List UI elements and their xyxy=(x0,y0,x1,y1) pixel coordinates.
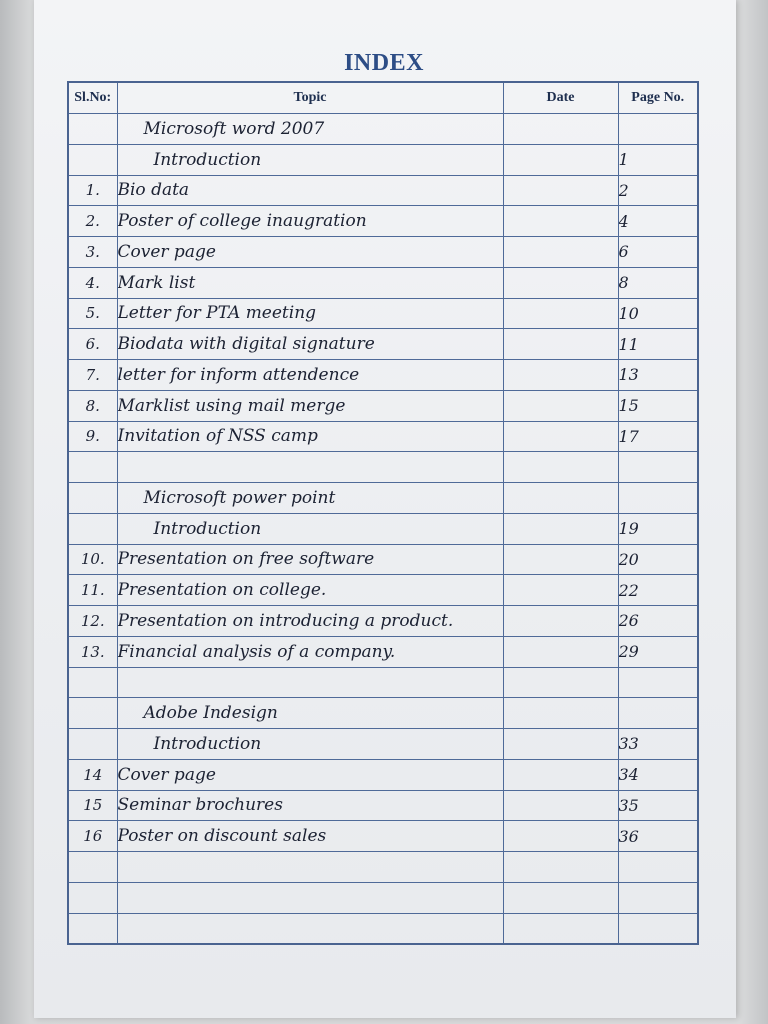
date-cell xyxy=(503,636,618,667)
header-topic: Topic xyxy=(117,82,503,114)
page-no-cell: 34 xyxy=(618,759,698,790)
page-no-cell: 35 xyxy=(618,790,698,821)
table-row xyxy=(68,759,698,790)
sl-cell: 9. xyxy=(68,421,117,452)
page-no-cell xyxy=(618,698,698,729)
index-table xyxy=(67,81,699,945)
sl-cell: 6. xyxy=(68,329,117,360)
topic-cell: Poster on discount sales xyxy=(117,821,503,852)
table-row xyxy=(68,360,698,391)
header-row xyxy=(68,82,698,114)
topic-cell xyxy=(117,913,503,944)
topic-cell: Invitation of NSS camp xyxy=(117,421,503,452)
topic-cell: Cover page xyxy=(117,237,503,268)
page-no-cell: 29 xyxy=(618,636,698,667)
sl-cell: 1. xyxy=(68,175,117,206)
sl-cell: 14 xyxy=(68,759,117,790)
table-row xyxy=(68,790,698,821)
date-cell xyxy=(503,237,618,268)
header-sl-no: Sl.No: xyxy=(68,82,117,114)
date-cell xyxy=(503,698,618,729)
header-page-no: Page No. xyxy=(618,82,698,114)
topic-cell: Letter for PTA meeting xyxy=(117,298,503,329)
table-row xyxy=(68,421,698,452)
sl-cell xyxy=(68,144,117,175)
topic-cell: Adobe Indesign xyxy=(117,698,503,729)
table-row xyxy=(68,606,698,637)
topic-cell xyxy=(117,452,503,483)
sl-cell: 7. xyxy=(68,360,117,391)
page-no-cell: 22 xyxy=(618,575,698,606)
page-no-cell: 36 xyxy=(618,821,698,852)
page-no-cell: 33 xyxy=(618,729,698,760)
topic-cell: Seminar brochures xyxy=(117,790,503,821)
sl-cell xyxy=(68,452,117,483)
sl-cell xyxy=(68,667,117,698)
date-cell xyxy=(503,606,618,637)
page-no-cell: 20 xyxy=(618,544,698,575)
date-cell xyxy=(503,175,618,206)
date-cell xyxy=(503,575,618,606)
page-no-cell: 26 xyxy=(618,606,698,637)
date-cell xyxy=(503,852,618,883)
table-row xyxy=(68,852,698,883)
date-cell xyxy=(503,759,618,790)
table-row xyxy=(68,267,698,298)
date-cell xyxy=(503,882,618,913)
table-row xyxy=(68,114,698,145)
date-cell xyxy=(503,452,618,483)
table-row xyxy=(68,206,698,237)
date-cell xyxy=(503,729,618,760)
topic-cell: Presentation on free software xyxy=(117,544,503,575)
date-cell xyxy=(503,206,618,237)
table-row xyxy=(68,544,698,575)
date-cell xyxy=(503,790,618,821)
date-cell xyxy=(503,267,618,298)
sl-cell: 15 xyxy=(68,790,117,821)
table-row xyxy=(68,575,698,606)
page-no-cell: 13 xyxy=(618,360,698,391)
header-date: Date xyxy=(503,82,618,114)
date-cell xyxy=(503,913,618,944)
sl-cell: 12. xyxy=(68,606,117,637)
table-row xyxy=(68,390,698,421)
table-row xyxy=(68,821,698,852)
date-cell xyxy=(503,144,618,175)
sl-cell: 3. xyxy=(68,237,117,268)
topic-cell: Mark list xyxy=(117,267,503,298)
topic-cell: Introduction xyxy=(117,513,503,544)
table-row xyxy=(68,144,698,175)
topic-cell: Microsoft power point xyxy=(117,483,503,514)
page-no-cell xyxy=(618,913,698,944)
page-no-cell xyxy=(618,483,698,514)
topic-cell: Financial analysis of a company. xyxy=(117,636,503,667)
date-cell xyxy=(503,298,618,329)
sl-cell xyxy=(68,882,117,913)
topic-cell xyxy=(117,882,503,913)
page-title: INDEX xyxy=(344,50,424,76)
topic-cell: letter for inform attendence xyxy=(117,360,503,391)
table-row xyxy=(68,882,698,913)
table-row xyxy=(68,329,698,360)
sl-cell xyxy=(68,852,117,883)
page-no-cell: 11 xyxy=(618,329,698,360)
topic-cell: Introduction xyxy=(117,144,503,175)
date-cell xyxy=(503,821,618,852)
sl-cell xyxy=(68,483,117,514)
table-row xyxy=(68,667,698,698)
topic-cell: Introduction xyxy=(117,729,503,760)
page-no-cell xyxy=(618,882,698,913)
topic-cell: Presentation on college. xyxy=(117,575,503,606)
topic-cell: Biodata with digital signature xyxy=(117,329,503,360)
table-row xyxy=(68,729,698,760)
table-row xyxy=(68,298,698,329)
page-no-cell: 2 xyxy=(618,175,698,206)
topic-cell: Cover page xyxy=(117,759,503,790)
sl-cell xyxy=(68,513,117,544)
table-row xyxy=(68,175,698,206)
date-cell xyxy=(503,390,618,421)
sl-cell xyxy=(68,114,117,145)
sl-cell: 11. xyxy=(68,575,117,606)
sl-cell xyxy=(68,913,117,944)
sl-cell: 16 xyxy=(68,821,117,852)
topic-cell: Microsoft word 2007 xyxy=(117,114,503,145)
page-no-cell xyxy=(618,452,698,483)
page-no-cell xyxy=(618,667,698,698)
date-cell xyxy=(503,421,618,452)
topic-cell: Poster of college inaugration xyxy=(117,206,503,237)
table-row xyxy=(68,913,698,944)
date-cell xyxy=(503,483,618,514)
page-no-cell: 19 xyxy=(618,513,698,544)
topic-cell: Bio data xyxy=(117,175,503,206)
page-no-cell: 8 xyxy=(618,267,698,298)
sl-cell: 4. xyxy=(68,267,117,298)
sl-cell: 13. xyxy=(68,636,117,667)
page-no-cell: 15 xyxy=(618,390,698,421)
date-cell xyxy=(503,667,618,698)
topic-cell: Presentation on introducing a product. xyxy=(117,606,503,637)
date-cell xyxy=(503,544,618,575)
table-row xyxy=(68,237,698,268)
sl-cell: 10. xyxy=(68,544,117,575)
page-no-cell xyxy=(618,114,698,145)
sl-cell xyxy=(68,729,117,760)
page-no-cell: 4 xyxy=(618,206,698,237)
index-body xyxy=(68,114,698,945)
date-cell xyxy=(503,114,618,145)
page-no-cell: 17 xyxy=(618,421,698,452)
date-cell xyxy=(503,329,618,360)
sl-cell: 2. xyxy=(68,206,117,237)
page-no-cell: 6 xyxy=(618,237,698,268)
page-no-cell: 1 xyxy=(618,144,698,175)
sl-cell: 5. xyxy=(68,298,117,329)
table-row xyxy=(68,452,698,483)
topic-cell xyxy=(117,667,503,698)
date-cell xyxy=(503,513,618,544)
page-no-cell: 10 xyxy=(618,298,698,329)
page-no-cell xyxy=(618,852,698,883)
topic-cell xyxy=(117,852,503,883)
table-row xyxy=(68,698,698,729)
topic-cell: Marklist using mail merge xyxy=(117,390,503,421)
date-cell xyxy=(503,360,618,391)
sl-cell: 8. xyxy=(68,390,117,421)
table-row xyxy=(68,513,698,544)
table-row xyxy=(68,636,698,667)
sl-cell xyxy=(68,698,117,729)
table-row xyxy=(68,483,698,514)
